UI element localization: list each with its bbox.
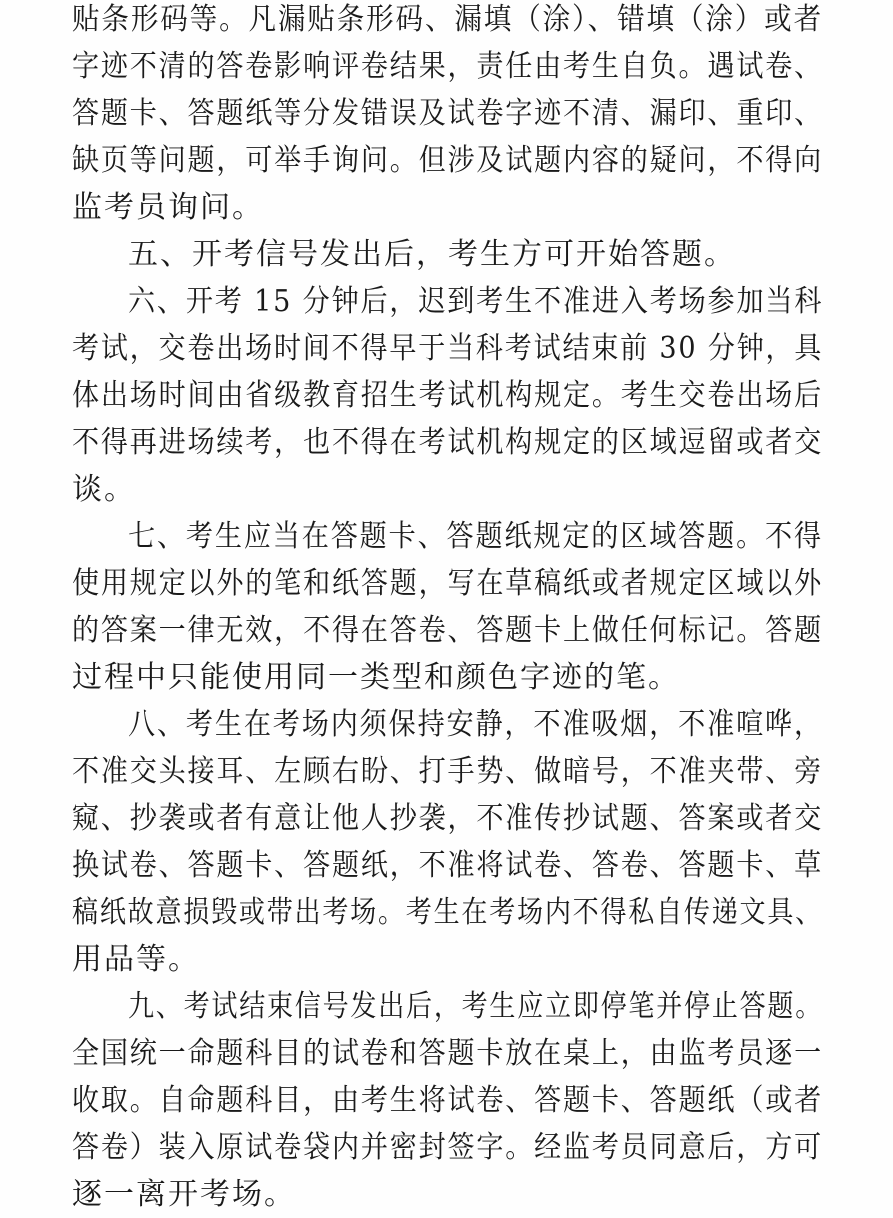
text-line: 窥、抄袭或者有意让他人抄袭，不准传抄试题、答案或者交 xyxy=(72,801,823,836)
paragraph-9-heading-line: 九、考试结束信号发出后，考生应立即停笔并停止答题。 xyxy=(128,989,824,1024)
text-line: 考试，交卷出场时间不得早于当科考试结束前 30 分钟，具 xyxy=(72,331,824,366)
text-line: 监考员询问。 xyxy=(72,190,264,225)
text-line: 全国统一命题科目的试卷和答题卡放在桌上，由监考员逐一 xyxy=(72,1036,823,1071)
text-line: 不得再进场续考，也不得在考试机构规定的区域逗留或者交 xyxy=(72,425,823,460)
text-line: 的答案一律无效，不得在答卷、答题卡上做任何标记。答题 xyxy=(72,613,823,648)
text-line: 答卷）装入原试卷袋内并密封签字。经监考员同意后，方可 xyxy=(72,1130,823,1165)
text-line: 过程中只能使用同一类型和颜色字迹的笔。 xyxy=(72,660,680,695)
text-line: 字迹不清的答卷影响评卷结果，责任由考生自负。遇试卷、 xyxy=(72,49,823,84)
text-line: 贴条形码等。凡漏贴条形码、漏填（涂）、错填（涂）或者 xyxy=(72,2,823,37)
text-line: 用品等。 xyxy=(72,942,200,977)
text-line: 答题卡、答题纸等分发错误及试卷字迹不清、漏印、重印、 xyxy=(72,96,823,131)
paragraph-5-heading-line: 五、开考信号发出后，考生方可开始答题。 xyxy=(128,237,736,272)
text-line: 使用规定以外的笔和纸答题，写在草稿纸或者规定区域以外 xyxy=(72,566,823,601)
text-line: 逐一离开考场。 xyxy=(72,1177,296,1212)
text-line: 缺页等问题，可举手询问。但涉及试题内容的疑问，不得向 xyxy=(72,143,823,178)
text-line: 收取。自命题科目，由考生将试卷、答题卡、答题纸（或者 xyxy=(72,1083,823,1118)
text-line: 谈。 xyxy=(72,472,136,507)
paragraph-7-heading-line: 七、考生应当在答题卡、答题纸规定的区域答题。不得 xyxy=(128,519,823,554)
paragraph-8-heading-line: 八、考生在考场内须保持安静，不准吸烟，不准喧哗， xyxy=(128,707,823,742)
text-line: 体出场时间由省级教育招生考试机构规定。考生交卷出场后 xyxy=(72,378,823,413)
text-line: 不准交头接耳、左顾右盼、打手势、做暗号，不准夹带、旁 xyxy=(72,754,823,789)
paragraph-6-heading-line: 六、开考 15 分钟后，迟到考生不准进入考场参加当科 xyxy=(128,284,824,319)
text-line: 换试卷、答题卡、答题纸，不准将试卷、答卷、答题卡、草 xyxy=(72,848,823,883)
text-line: 稿纸故意损毁或带出考场。考生在考场内不得私自传递文具、 xyxy=(72,895,823,930)
